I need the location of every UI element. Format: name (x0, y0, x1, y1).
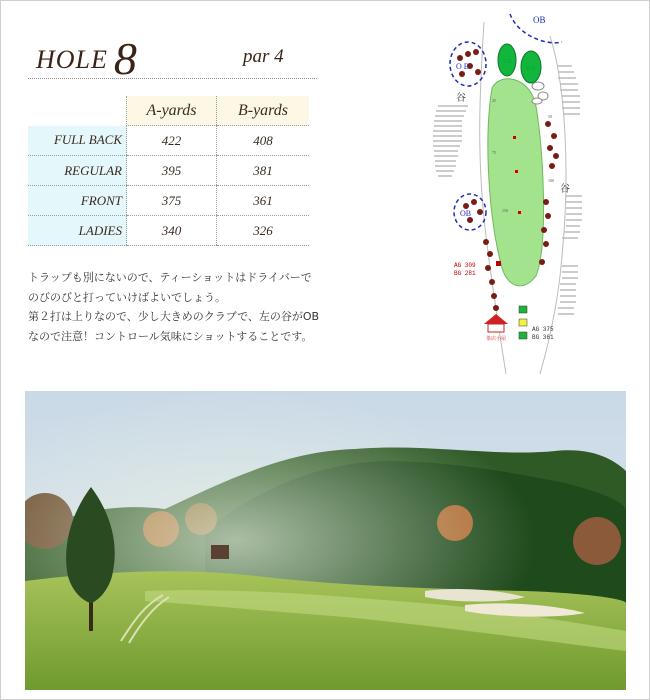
small-building (211, 545, 229, 559)
hole-title (36, 26, 138, 84)
header-tee (28, 96, 127, 126)
hole-description (28, 268, 358, 346)
ob-left-upper-label: O B (456, 62, 470, 71)
ob-left-lower-label: OB (460, 209, 472, 218)
bunker-icon (532, 98, 542, 104)
yardage-marker-icon (518, 211, 521, 214)
distance-mark: 100 (548, 178, 554, 183)
b-yards-value: 326 (217, 216, 310, 246)
ob-top-label: OB (533, 15, 546, 25)
bunker-icon (532, 82, 544, 90)
tee-box-icon (519, 332, 527, 339)
yardage-marker-icon (515, 170, 518, 173)
distance-ag-label: AG 309 (454, 262, 476, 269)
tee-name: FRONT (28, 186, 127, 216)
description-line: なので注意！コントロール気味にショットすることです。 (28, 329, 313, 343)
tee-name: REGULAR (28, 156, 127, 186)
header-b-yards: B-yards (217, 96, 310, 126)
slope-hatching-left (433, 106, 468, 176)
header-a-yards: A-yards (127, 96, 217, 126)
hole-par: par 4 (243, 46, 284, 67)
tee-ag-label: AG 375 (532, 326, 554, 333)
green-a-label: A G (502, 59, 512, 65)
tee-box-icon (519, 319, 527, 326)
table-header-row (28, 96, 324, 126)
b-yards-value: 361 (217, 186, 310, 216)
valley-left-label: 谷 (456, 93, 466, 104)
tee-bg-label: BG 361 (532, 334, 554, 341)
hole-number: 8 (113, 33, 138, 84)
table-row (28, 216, 324, 246)
teahouse-roof-icon (484, 314, 508, 324)
a-yards-value: 422 (127, 126, 217, 156)
a-yards-value: 340 (127, 216, 217, 246)
distance-mark: 75 (492, 150, 496, 155)
fairway-shape (488, 79, 544, 286)
distance-bg-label: BG 281 (454, 270, 476, 277)
b-yards-value: 408 (217, 126, 310, 156)
green-b-label: B G (526, 66, 536, 72)
yardage-marker-icon (513, 136, 516, 139)
a-yards-value: 395 (127, 156, 217, 186)
a-yards-value: 375 (127, 186, 217, 216)
golf-course-photo (25, 391, 626, 690)
teahouse-label: 茶店小屋 (485, 337, 507, 342)
description-line: 第２打は上りなので、少し大きめのクラブで、左の谷がOB (28, 310, 320, 323)
distance-mark: 150 (502, 208, 508, 213)
tee-name: LADIES (28, 216, 127, 246)
hole-course-map (430, 6, 590, 376)
description-line: のびのびと打っていけばよいでしょう。 (28, 290, 226, 304)
distance-mark: 25 (492, 98, 496, 103)
distance-mark: 50 (548, 114, 552, 119)
title-divider (28, 78, 317, 79)
table-row (28, 186, 324, 216)
valley-right-label: 谷 (560, 184, 570, 195)
table-row (28, 156, 324, 186)
teahouse-icon (488, 324, 504, 332)
tee-name: FULL BACK (28, 126, 127, 156)
description-line: トラップも別にないので、ティーショットはドライバーで (28, 271, 312, 284)
b-yards-value: 381 (217, 156, 310, 186)
hole-label: HOLE (36, 45, 108, 74)
yardage-marker-icon (496, 261, 501, 266)
table-row (28, 126, 324, 156)
tee-box-icon (519, 306, 527, 313)
yardage-table (28, 96, 324, 246)
